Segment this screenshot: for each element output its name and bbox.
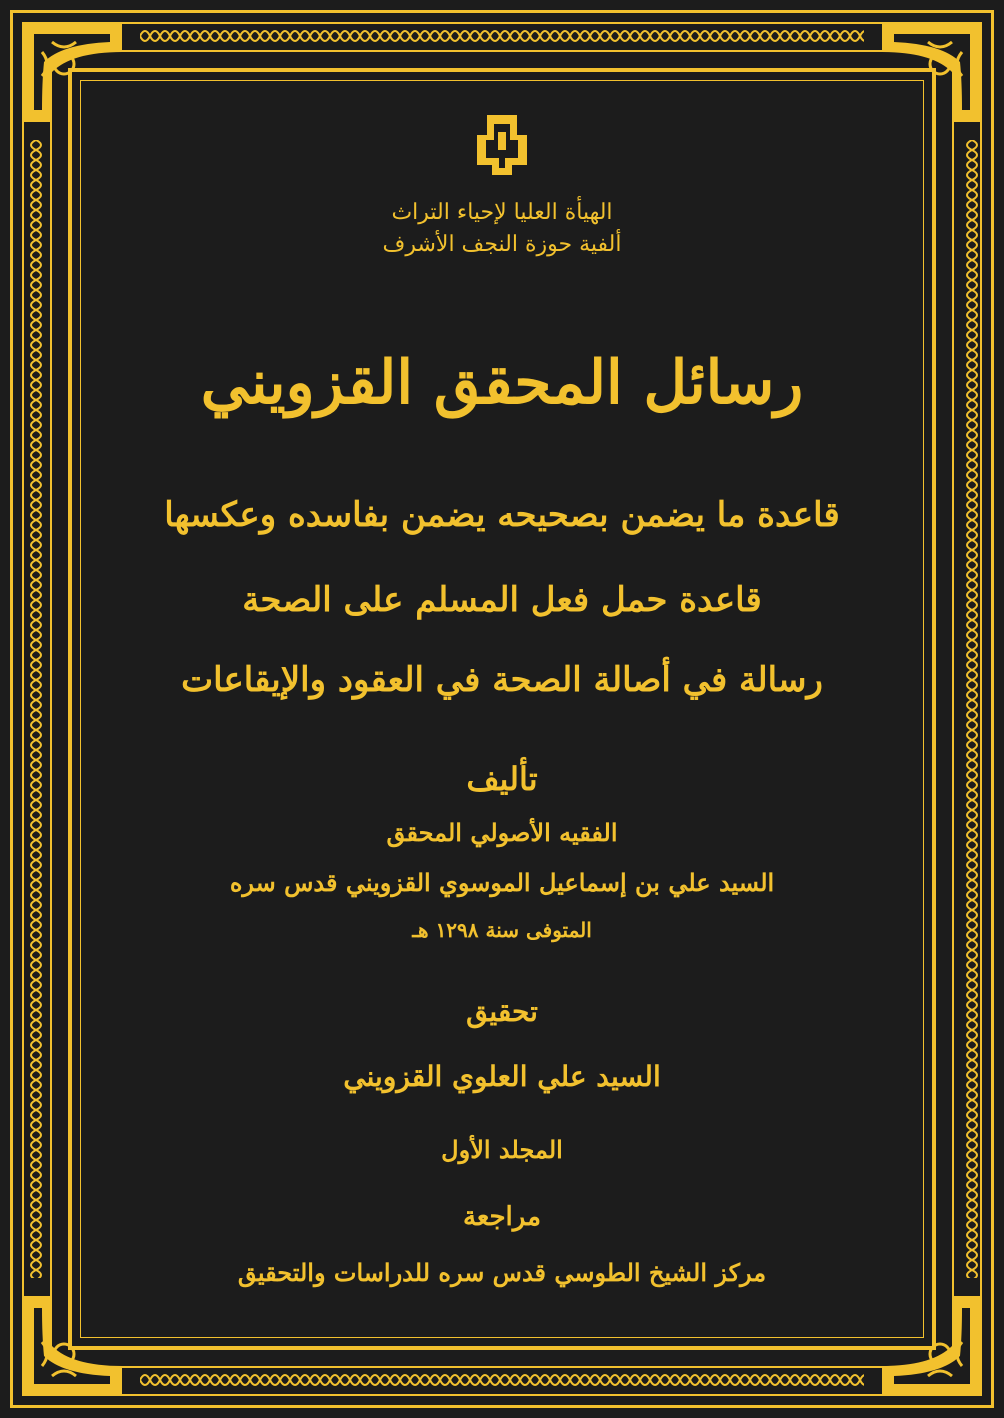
editor-heading: تحقيق bbox=[466, 995, 538, 1028]
organization-line-2: ألفية حوزة النجف الأشرف bbox=[382, 232, 622, 257]
publisher-logo-icon bbox=[472, 110, 532, 180]
editor-name: السيد علي العلوي القزويني bbox=[343, 1060, 661, 1093]
subtitle-1: قاعدة ما يضمن بصحيحه يضمن بفاسده وعكسها bbox=[164, 495, 840, 535]
book-title: رسائل المحقق القزويني bbox=[200, 348, 804, 418]
organization-line-1: الهيأة العليا لإحياء التراث bbox=[391, 200, 613, 225]
subtitle-3: رسالة في أصالة الصحة في العقود والإيقاعات bbox=[181, 660, 823, 700]
author-title: الفقيه الأصولي المحقق bbox=[386, 818, 618, 847]
author-heading: تأليف bbox=[466, 760, 538, 798]
review-heading: مراجعة bbox=[462, 1202, 542, 1232]
cover-content bbox=[100, 100, 904, 1320]
author-name: السيد علي بن إسماعيل الموسوي القزويني قدس سره bbox=[229, 868, 775, 897]
author-death-date: المتوفى سنة ١٢٩٨ هـ bbox=[412, 918, 592, 942]
volume-label: المجلد الأول bbox=[441, 1135, 563, 1164]
subtitle-2: قاعدة حمل فعل المسلم على الصحة bbox=[242, 580, 762, 620]
review-name: مركز الشيخ الطوسي قدس سره للدراسات والتحقيق bbox=[237, 1258, 767, 1287]
